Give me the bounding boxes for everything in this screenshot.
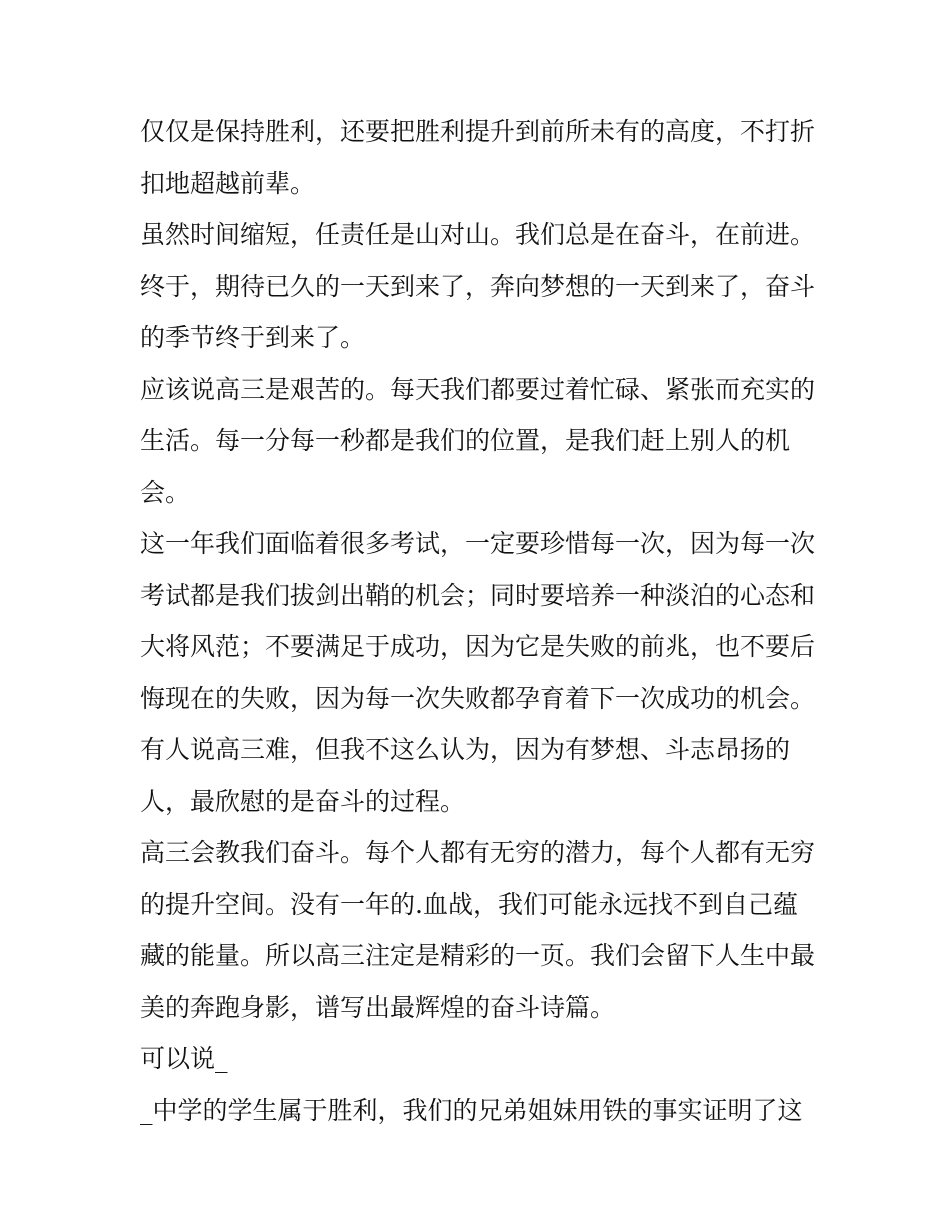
text-line: 藏的能量。所以高三注定是精彩的一页。我们会留下人生中最 (140, 941, 816, 970)
text-line: 美的奔跑身影，谱写出最辉煌的奋斗诗篇。 (140, 992, 616, 1022)
text-line: 可以说_ (140, 1044, 228, 1073)
text-line: 大将风范；不要满足于成功，因为它是失败的前兆，也不要后 (140, 632, 816, 661)
text-line: 扣地超越前辈。 (140, 168, 316, 198)
text-line: 的季节终于到来了。 (140, 323, 366, 352)
text-line: 的提升空间。没有一年的.血战，我们可能永远找不到自己蕴 (140, 889, 798, 919)
text-line: 应该说高三是艰苦的。每天我们都要过着忙碌、紧张而充实的 (140, 374, 816, 404)
text-line: _中学的学生属于胜利，我们的兄弟姐妹用铁的事实证明了这 (140, 1095, 803, 1125)
document-body (140, 106, 820, 1136)
text-line: 高三会教我们奋斗。每个人都有无穷的潜力，每个人都有无穷 (140, 838, 816, 867)
text-line: 会。 (140, 477, 191, 507)
text-line: 虽然时间缩短，任责任是山对山。我们总是在奋斗，在前进。 (140, 220, 816, 249)
text-line: 有人说高三难，但我不这么认为，因为有梦想、斗志昂扬的 (140, 735, 791, 764)
text-line: 悔现在的失败，因为每一次失败都孕育着下一次成功的机会。 (140, 683, 816, 713)
text-line: 这一年我们面临着很多考试，一定要珍惜每一次，因为每一次 (140, 529, 816, 558)
text-line: 仅仅是保持胜利，还要把胜利提升到前所未有的高度，不打折 (140, 117, 816, 146)
text-line: 考试都是我们拔剑出鞘的机会；同时要培养一种淡泊的心态和 (140, 580, 816, 610)
text-line: 人，最欣慰的是奋斗的过程。 (140, 786, 466, 816)
text-line: 终于，期待已久的一天到来了，奔向梦想的一天到来了，奋斗 (140, 271, 816, 301)
text-line: 生活。每一分每一秒都是我们的位置，是我们赶上别人的机 (140, 426, 791, 455)
